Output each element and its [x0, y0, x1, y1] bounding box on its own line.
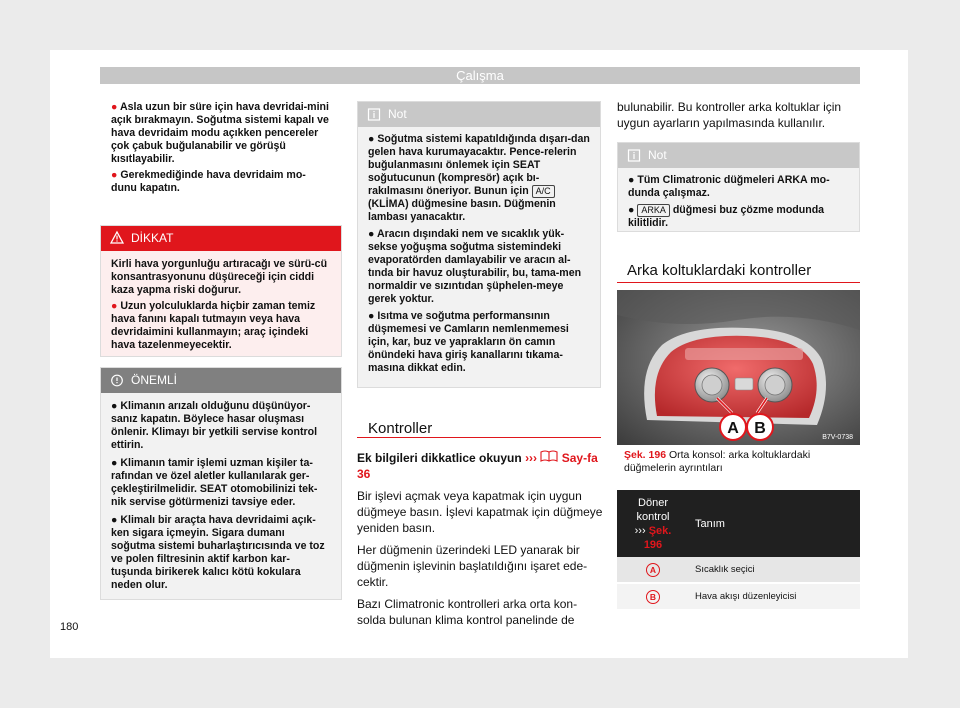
paragraph: Bazı Climatronic kontrolleri arka orta kon-solda bulunan klima kontrol panelinde de — [357, 597, 578, 627]
table-header-row — [617, 490, 860, 557]
warning-title: DİKKAT — [131, 231, 174, 245]
section-rule — [357, 437, 601, 438]
arka-key-badge: ARKA — [637, 204, 670, 217]
note-title: Not — [648, 148, 667, 162]
paragraph: bulunabilir. Bu kontroller arka koltuklar için uygun ayarların yapılmasında kullanılır. — [617, 100, 842, 130]
note-header — [618, 143, 859, 168]
figure-label-b: B — [754, 420, 766, 437]
note-box-right — [617, 142, 860, 232]
book-icon — [540, 451, 561, 465]
section-title-kontroller: Kontroller — [368, 420, 433, 437]
paragraph: Her düğmenin üzerindeki LED yanarak bir düğmenin işlevinin başlatıldığını işaret ede-cektir. — [357, 543, 588, 589]
row-key-badge: B — [646, 590, 660, 604]
table-header-control: Döner kontrol ››› Şek. 196 — [617, 490, 689, 557]
rear-console-illustration — [617, 290, 860, 445]
bullet-item: ● Klimalı bir araçta hava devridaimi açık-ken sigara içmeyin. Sigara dumanı soğutma sistemi buharlaştırıcısında ve toz ve polen filtresinin aktif karbon kar-tuşunda birikerek kalıcı kötü kokulara neden olur. — [111, 514, 325, 591]
page-header: Çalışma — [100, 67, 860, 84]
important-box — [100, 367, 342, 600]
note-box — [357, 101, 601, 388]
bullet-item: ● Gerekmediğinde hava devridaim mo-dunu kapatın. — [111, 169, 306, 194]
bullet-item: ● Klimanın tamir işlemi uzman kişiler ta-rafından ve özel aletler kullanılarak ger-çekleştirilmelidir. SEAT otomobilinizi tek-nik servise götürmenizi tavsiye eder. — [111, 457, 318, 508]
bullet-item: ● ARKA düğmesi buz çözme modunda kilitlidir. — [628, 204, 825, 229]
row-description: Sıcaklık seçici — [689, 557, 860, 583]
section-title-arka: Arka koltuklardaki kontroller — [627, 262, 812, 279]
warning-box — [100, 225, 342, 357]
middle-body — [357, 450, 603, 634]
figure-rear-controls — [617, 290, 860, 445]
bullet-item: ● Asla uzun bir süre için hava devridai-mini açık bırakmayın. Soğutma sistemi kapalı ve hava devridaim modu açıkken pencereler çok çabuk buğulanabilir ve görüşü kısıtlayabilir. — [111, 101, 329, 165]
row-description: Hava akışı düzenleyicisi — [689, 583, 860, 609]
bullet-item: ● Aracın dışındaki nem ve sıcaklık yük-sekse yoğuşma soğutma sistemindeki evaporatörden damlayabilir ve aracın al-tında bir havuz oluşturabilir, bu, tama-men normaldir ve sızıntıdan şüphelen-meye gerek yoktur. — [368, 228, 582, 305]
warning-header — [101, 226, 341, 251]
ac-key-badge: A/C — [532, 185, 555, 198]
table-header-description: Tanım — [689, 490, 860, 557]
bullet-item: ● Soğutma sistemi kapatıldığında dışarı-dan gelen hava kurumayacaktır. Pence-relerin buğulanmasını önlemek için SEAT soğutucunun (kompresör) açık bı-rakılmasını öneriyor. Bunun için A/C (KLİMA) düğmesine basın. Düğmenin lambası yanacaktır. — [368, 133, 590, 223]
intro-line: Ek bilgileri dikkatlice okuyun ››› Say-fa 36 — [357, 451, 598, 481]
bullet-item: ● Klimanın arızalı olduğunu düşünüyor-sanız kapatın. Böylece hasar oluşması önlenir. Klimayı bir yetkili servise kontrol ettirin. — [111, 400, 318, 451]
info-square-icon — [367, 102, 381, 136]
left-top-bullets — [111, 101, 331, 195]
important-title: ÖNEMLİ — [131, 373, 178, 387]
bullet-item: ● Uzun yolculuklarda hiçbir zaman temiz hava fanını kapalı tutmayın veya hava devridaimini kullanmayın; araç içindeki hava tazelenmeyecektir. — [111, 300, 316, 351]
note-title: Not — [388, 107, 407, 121]
info-square-icon — [627, 143, 641, 177]
table-row — [617, 557, 860, 583]
page-reference-link[interactable]: Say-fa 36 — [357, 451, 598, 481]
figure-label-a: A — [727, 420, 739, 437]
section-rule — [617, 282, 860, 283]
warning-intro: Kirli hava yorgunluğu artıracağı ve sürü-cü konsantrasyonunu düşüreceği için ciddi kaza yapma riski doğurur. — [111, 258, 328, 296]
figure-code: B7V-0738 — [822, 434, 853, 441]
info-circle-icon — [110, 368, 124, 402]
right-body — [617, 99, 857, 137]
bullet-item: ● Isıtma ve soğutma performansının düşmemesi ve Camların nemlenmemesi için, kar, buz ve yaprakların ön camın önündeki hava giriş kanallarını tıkama-masına dikkat edin. — [368, 310, 569, 374]
paragraph: Bir işlevi açmak veya kapatmak için uygun düğmeye basın. İşlevi kapatmak için düğmeye yeniden basın. — [357, 489, 603, 535]
figure-caption: Şek. 196 Orta konsol: arka koltuklardaki düğmelerin ayrıntıları — [624, 449, 811, 474]
figure-ref: Şek. 196 — [624, 449, 667, 461]
bullet-item: ● Tüm Climatronic düğmeleri ARKA mo-dunda çalışmaz. — [628, 174, 830, 199]
warning-triangle-icon — [110, 226, 124, 260]
page-number: 180 — [60, 621, 79, 633]
note-header — [358, 102, 600, 127]
controls-table — [617, 490, 860, 609]
table-row — [617, 583, 860, 609]
row-key-badge: A — [646, 563, 660, 577]
important-header — [101, 368, 341, 393]
